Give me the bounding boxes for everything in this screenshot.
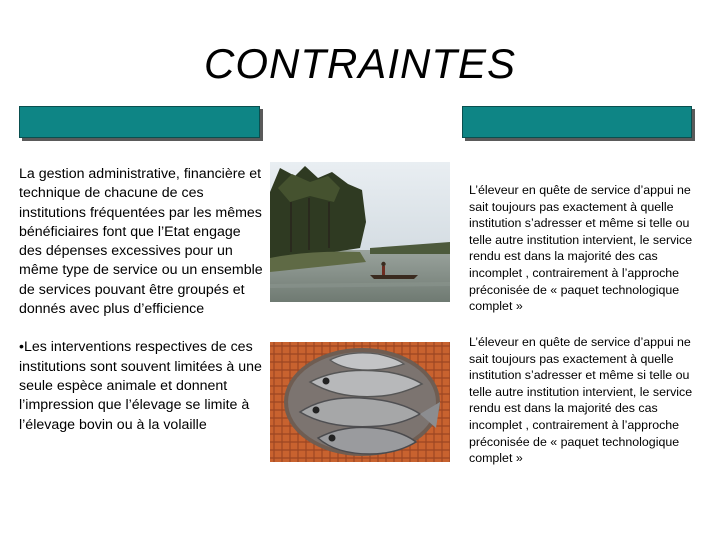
slide-title: CONTRAINTES — [203, 40, 516, 87]
left-text-block — [19, 165, 264, 435]
left-header-bar — [19, 106, 260, 138]
right-header-bar — [462, 106, 692, 138]
fish-basket-photo — [270, 342, 450, 462]
right-paragraph-1: L’éleveur en quête de service d’appui ne sait toujours pas exactement à quelle institution s’adresser et même si telle ou telle autre institution intervient, le service rendu est dans la majorité des cas incomplet , contrairement à l’approche préconisée de « paquet technologique complet » — [469, 183, 693, 314]
lake-canoe-photo — [270, 162, 450, 302]
left-paragraph-1: La gestion administrative, financière et technique de chacune de ces institutions fréquentées par les mêmes bénéficiaires font que l’Etat engage des dépenses excessives pour un même type de service ou un ensemble de services pouvant être groupés et donnés avec plus d’efficience — [19, 166, 263, 318]
left-paragraph-2: •Les interventions respectives de ces institutions sont souvent limitées à une seule espèce animale et donnent l’impression que l’élevage se limite à l’élevage bovin ou à la volaille — [19, 339, 262, 433]
right-paragraph-2: L’éleveur en quête de service d’appui ne sait toujours pas exactement à quelle institution s’adresser et même si telle ou telle autre institution intervient, le service rendu est dans la majorité des cas incomplet , contrairement à l’approche préconisée de « paquet technologique complet » — [469, 335, 693, 466]
